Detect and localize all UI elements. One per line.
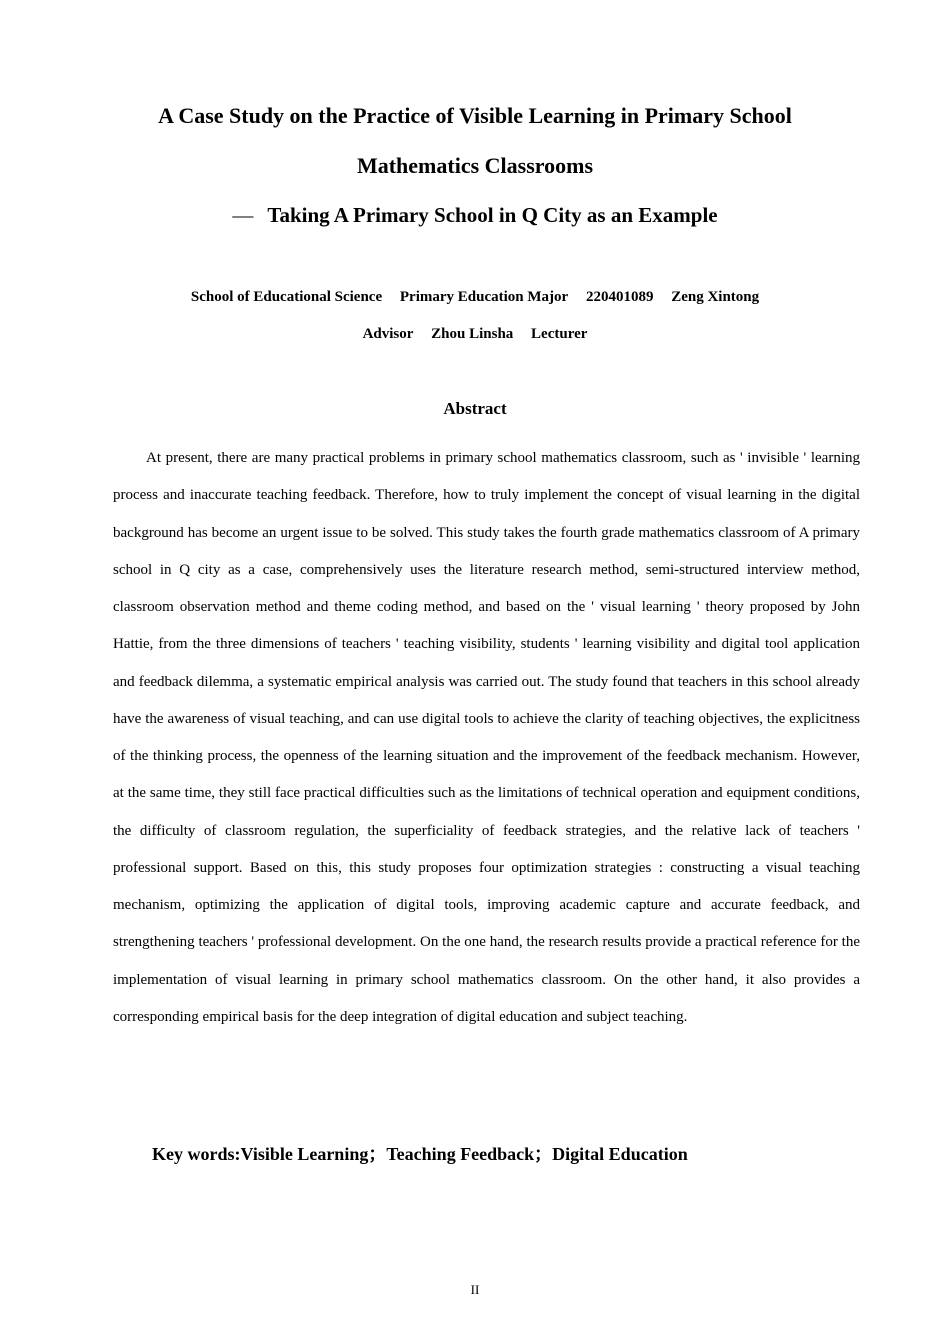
subtitle-text: Taking A Primary School in Q City as an Example (267, 203, 718, 227)
advisor-name: Zhou Linsha (431, 326, 514, 342)
student-id: 220401089 (585, 289, 654, 305)
advisor-label: Advisor (362, 326, 414, 342)
page-number: II (470, 1282, 480, 1297)
advisor-title: Lecturer (531, 326, 588, 342)
author-name: Zeng Xintong (671, 289, 760, 305)
author-info (0, 287, 950, 307)
subtitle-dash: — (232, 203, 254, 227)
abstract-heading: Abstract (443, 399, 507, 418)
major-name: Primary Education Major (399, 289, 569, 305)
abstract-body: At present, there are many practical problems in primary school mathematics classroom, such as ' invisible ' learning process and inaccurate teaching feedback. Therefore, how to truly implement the concept of visual learning in the digital background has become an urgent issue to be solved. This study takes the fourth grade mathematics classroom of A primary school in Q city as a case, comprehensively uses the literature research method, semi-structured interview method, classroom observation method and theme coding method, and based on the ' visual learning ' theory proposed by John Hattie, from the three dimensions of teachers ' teaching visibility, students ' learning visibility and digital tool application and feedback dilemma, a systematic empirical analysis was carried out. The study found that teachers in this school already have the awareness of visual teaching, and can use digital tools to achieve the clarity of teaching objectives, the explicitness of the thinking process, the openness of the learning situation and the improvement of the feedback mechanism. However, at the same time, they still face practical difficulties such as the limitations of technical operation and equipment conditions, the difficulty of classroom regulation, the superficiality of feedback strategies, and the relative lack of teachers ' professional support. Based on this, this study proposes four optimization strategies : constructing a visual teaching mechanism, optimizing the application of digital tools, improving academic capture and accurate feedback, and strengthening teachers ' professional development. On the one hand, the research results provide a practical reference for the implementation of visual learning in primary school mathematics classroom. On the other hand, it also provides a corresponding empirical basis for the deep integration of digital education and subject teaching. (113, 450, 860, 1025)
school-name: School of Educational Science (190, 289, 383, 305)
keywords: Key words:Visible Learning；Teaching Feedback；Digital Education (152, 1144, 688, 1164)
subtitle (0, 201, 950, 229)
title-line-2: Mathematics Classrooms (356, 153, 594, 178)
title-line-1: A Case Study on the Practice of Visible Learning in Primary School (158, 103, 792, 128)
advisor-info (0, 324, 950, 344)
